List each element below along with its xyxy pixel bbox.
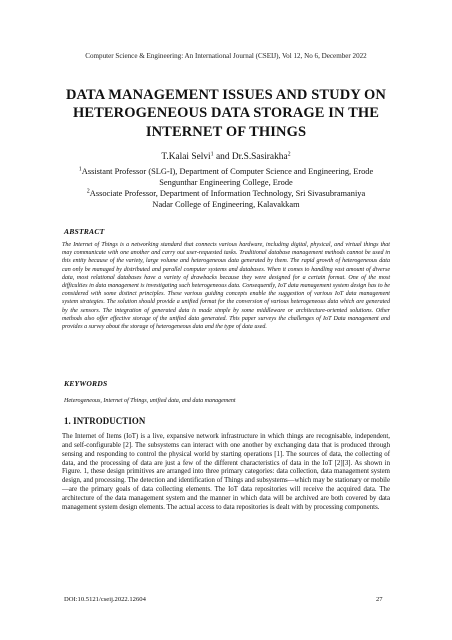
abstract-text: The Internet of Things is a networking standard that connects various hardware, including digital, physical, and virtual things that may communicate with one another and carry out user-requested tasks. Traditional database management methods cannot be used in this entity because of the variety, large volume and heterogeneous data generated by them. The rapid growth of heterogeneous data can only be managed by distributed and parallel computer systems and databases. When it comes to handling vast amount of diverse data, most relational databases have a variety of drawbacks because they were designed for a certain format. One of the most difficulties in data management is investigating such heterogeneous data. Consequently, IoT data management system design has to be considered with some distinct principles. These various guiding concepts enable the suggestion of various IoT data management system strategies. The solution should provide a unified format for the conversion of various heterogeneous data which are generated by the sensors. The integration of generated data is made simple by some middleware or architecture-oriented solutions. Other methods also offer effective storage of the unified data generated. This paper surveys the challenges of IoT Data management and provides a survey about the storage of heterogeneous data and the type of data used. — [62, 242, 390, 331]
page-number: 27 — [376, 596, 383, 603]
author-conjunction: and — [213, 152, 232, 162]
title-line-1: DATA MANAGEMENT ISSUES AND STUDY ON — [65, 87, 386, 103]
keywords-heading: KEYWORDS — [64, 379, 108, 388]
paper-title — [40, 86, 412, 141]
footer-doi: DOI:10.5121/cseij.2022.12604 — [64, 596, 146, 603]
affiliation-2-text: Associate Professor, Department of Information Technology, Sri Sivasubramaniya — [89, 188, 366, 198]
affiliation-1-line-2: Sengunthar Engineering College, Erode — [159, 177, 293, 187]
keywords-text: Heterogeneous, Internet of Things, unified data, and data management — [64, 398, 236, 404]
title-line-3: INTERNET OF THINGS — [145, 123, 307, 140]
title-line-2: HETEROGENEOUS DATA STORAGE IN THE — [72, 105, 379, 122]
author-2-name: Dr.S.Sasirakha — [231, 152, 288, 162]
author-line — [0, 152, 452, 162]
affiliations — [40, 167, 412, 211]
affiliation-1-text: Assistant Professor (SLG-I), Department of Computer Science and Engineering, Erode — [81, 167, 374, 176]
affiliation-1-line-1 — [40, 167, 412, 178]
introduction-text: The Internet of Items (IoT) is a live, expansive network infrastructure in which things are recognisable, independent, and self-configurable [2]. The subsystems can interact with one another by exchanging data that is produced through sensing and responding to control the physical world by starting operations [1]. The sources of data, the collecting of data, and the processing of data are just a few of the different characteristics of data in the IoT [2][3]. As shown in Figure. 1, these design primitives are arranged into three primary categories: data collection, data management system design, and processing. The detection and identification of Things and subsystems—which may be stationary or mobile—are the primary goals of data collecting elements. The IoT data repositories will receive the acquired data. The architecture of the data management system and the manner in which data will be archived are both covered by data management system design elements. The actual access to data repositories is dealt with by processing components. — [62, 433, 390, 511]
abstract-heading: ABSTRACT — [64, 227, 105, 236]
author-1-sup: 1 — [210, 151, 214, 158]
introduction-heading: 1. INTRODUCTION — [64, 416, 146, 426]
author-1-name: T.Kalai Selvi — [161, 152, 211, 162]
author-2-sup: 2 — [287, 151, 291, 158]
affiliation-2-sup: 2 — [86, 188, 90, 195]
affiliation-1-sup: 1 — [78, 166, 82, 173]
running-header: Computer Science & Engineering: An International Journal (CSEIJ), Vol 12, No 6, December 2022 — [85, 52, 367, 60]
affiliation-2-line-1 — [40, 189, 412, 200]
affiliation-2-line-2: Nadar College of Engineering, Kalavakkam — [152, 199, 300, 209]
